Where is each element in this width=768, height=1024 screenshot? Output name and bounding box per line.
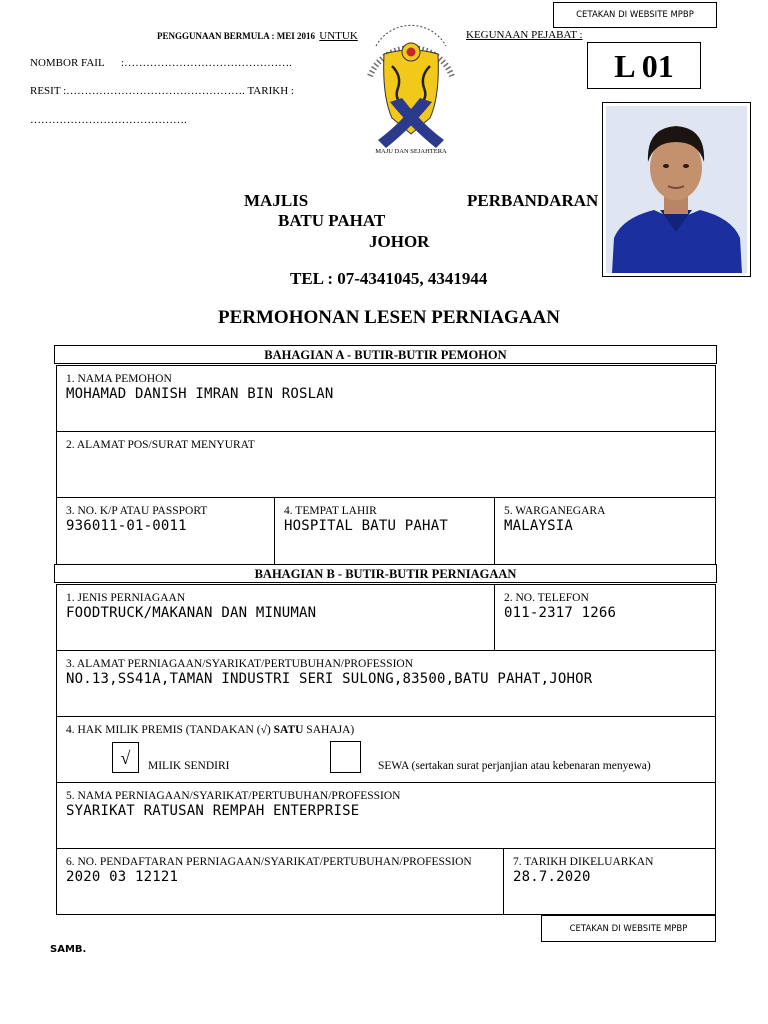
nombor-fail: [30, 57, 292, 69]
applicant-photo-frame: [602, 102, 751, 277]
title-tel: TEL : 07-4341045, 4341944: [290, 269, 488, 288]
sewa-label: SEWA (sertakan surat perjanjian atau kebenaran menyewa): [378, 760, 651, 772]
section-b-header: BAHAGIAN B - BUTIR-BUTIR PERNIAGAAN: [54, 564, 717, 583]
nama-pemohon-value[interactable]: MOHAMAD DANISH IMRAN BIN ROSLAN: [66, 386, 334, 402]
tarikh-dikeluarkan-value[interactable]: 28.7.2020: [513, 869, 591, 885]
untuk-label: UNTUK: [319, 30, 358, 42]
usage-date: PENGGUNAAN BERMULA : MEI 2016: [157, 31, 316, 41]
nombor-fail-label: NOMBOR FAIL: [30, 57, 105, 69]
form-code: L 01: [614, 48, 674, 84]
logo-motto: MAJU DAN SEJAHTERA: [375, 148, 447, 155]
jenis-perniagaan-value[interactable]: FOODTRUCK/MAKANAN DAN MINUMAN: [66, 605, 317, 621]
hak-milik-cell: [56, 716, 716, 783]
hak-milik-label-bold: SATU: [273, 724, 304, 736]
jenis-perniagaan-label: 1. JENIS PERNIAGAAN: [66, 592, 186, 604]
tarikh-dikeluarkan-label: 7. TARIKH DIKELUARKAN: [513, 856, 654, 868]
website-tag-top: CETAKAN DI WEBSITE MPBP: [553, 2, 717, 28]
usage-text: [157, 30, 358, 42]
title-perbandaran: PERBANDARAN: [467, 191, 599, 210]
no-telefon-cell: [494, 584, 716, 651]
nama-perniagaan-label: 5. NAMA PERNIAGAAN/SYARIKAT/PERTUBUHAN/PROFESSION: [66, 790, 401, 802]
no-pendaftaran-cell: [56, 848, 504, 915]
title-majlis: MAJLIS: [244, 191, 309, 210]
title-johor: JOHOR: [369, 232, 430, 251]
alamat-perniagaan-value[interactable]: NO.13,SS41A,TAMAN INDUSTRI SERI SULONG,83500,BATU PAHAT,JOHOR: [66, 671, 593, 687]
nama-pemohon-label: 1. NAMA PEMOHON: [66, 373, 172, 385]
hak-milik-label-pre: 4. HAK MILIK PREMIS (TANDAKAN (√): [66, 724, 271, 736]
milik-sendiri-label: MILIK SENDIRI: [148, 760, 230, 772]
warganegara-label: 5. WARGANEGARA: [504, 505, 606, 517]
tarikh-dikeluarkan-cell: [503, 848, 716, 915]
tarikh-dots: …………………………………….: [30, 114, 187, 126]
alamat-perniagaan-label: 3. ALAMAT PERNIAGAAN/SYARIKAT/PERTUBUHAN/PROFESSION: [66, 658, 414, 670]
mpbp-crest-icon: [362, 6, 460, 158]
alamat-pos-cell: [56, 431, 716, 498]
section-a-header: BAHAGIAN A - BUTIR-BUTIR PEMOHON: [54, 345, 717, 364]
hak-milik-label-post: SAHAJA): [306, 724, 355, 736]
milik-sendiri-check-mark: √: [120, 748, 131, 768]
tempat-lahir-cell: [274, 497, 495, 565]
kp-value[interactable]: 936011-01-0011: [66, 518, 187, 534]
tempat-lahir-label: 4. TEMPAT LAHIR: [284, 505, 377, 517]
resit-line: RESIT :…………………………………………. TARIKH :: [30, 85, 294, 97]
no-telefon-value[interactable]: 011-2317 1266: [504, 605, 617, 621]
hak-milik-label: [66, 724, 706, 736]
warganegara-cell: [494, 497, 716, 565]
alamat-perniagaan-cell: [56, 650, 716, 717]
kp-label: 3. NO. K/P ATAU PASSPORT: [66, 505, 208, 517]
jenis-perniagaan-cell: [56, 584, 495, 651]
alamat-pos-label: 2. ALAMAT POS/SURAT MENYURAT: [66, 439, 255, 451]
nama-pemohon-cell: [56, 365, 716, 432]
no-telefon-label: 2. NO. TELEFON: [504, 592, 589, 604]
kp-cell: [56, 497, 275, 565]
form-title: PERMOHONAN LESEN PERNIAGAAN: [217, 307, 561, 328]
milik-sendiri-checkbox[interactable]: [112, 742, 139, 773]
warganegara-value[interactable]: MALAYSIA: [504, 518, 574, 534]
tempat-lahir-value[interactable]: HOSPITAL BATU PAHAT: [284, 518, 448, 534]
samb-label: SAMB.: [50, 944, 87, 955]
applicant-photo: [606, 106, 747, 273]
office-use-label: KEGUNAAN PEJABAT :: [466, 29, 583, 41]
nama-perniagaan-value[interactable]: SYARIKAT RATUSAN REMPAH ENTERPRISE: [66, 803, 360, 819]
form-code-box: [587, 42, 701, 89]
nama-perniagaan-cell: [56, 782, 716, 849]
mpbp-logo: [362, 6, 460, 158]
sewa-checkbox[interactable]: [330, 741, 361, 773]
no-pendaftaran-value[interactable]: 2020 03 12121: [66, 869, 179, 885]
no-pendaftaran-label: 6. NO. PENDAFTARAN PERNIAGAAN/SYARIKAT/PERTUBUHAN/PROFESSION: [66, 856, 472, 868]
title-batu-pahat: BATU PAHAT: [278, 211, 386, 230]
nombor-fail-dots: :……………………………………….: [121, 57, 292, 69]
website-tag-bottom: CETAKAN DI WEBSITE MPBP: [541, 915, 716, 942]
